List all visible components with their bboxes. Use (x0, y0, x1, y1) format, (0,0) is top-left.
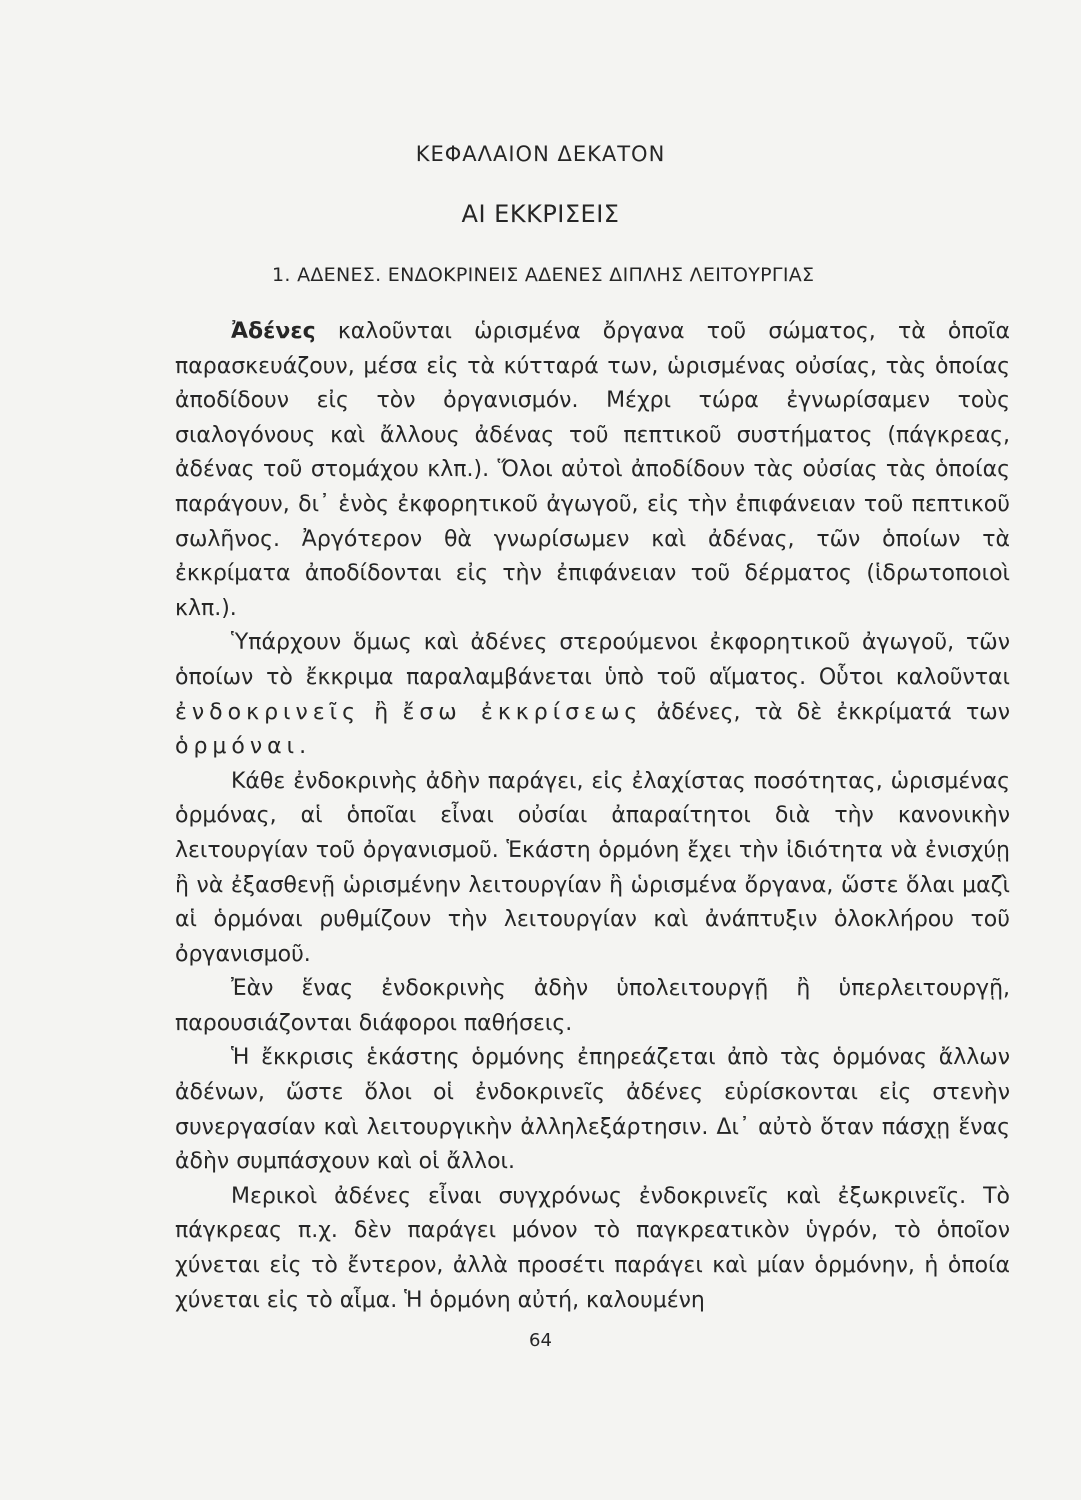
spaced-term-eso-ekkriseos: ἔσω ἐκκρίσεως (402, 699, 643, 725)
subheading: 1. ΑΔΕΝΕΣ. ΕΝΔΟΚΡΙΝΕΙΣ ΑΔΕΝΕΣ ΔΙΠΛΗΣ ΛΕΙΤΟΥΡΓΙΑΣ (272, 264, 815, 286)
paragraph-4: Ἐὰν ἕνας ἐνδοκρινὴς ἀδὴν ὑπολειτουργῇ ἢ ὑπερλειτουργῇ, παρουσιάζονται διάφοροι παθήσεις. (175, 976, 1010, 1036)
defined-term-adenes: Ἀδένες (231, 319, 316, 344)
paragraph-3: Κάθε ἐνδοκρινὴς ἀδὴν παράγει, εἰς ἐλαχίστας ποσότητας, ὡρισμένας ὁρμόνας, αἱ ὁποῖαι εἶναι οὐσίαι ἀπαραίτητοι διὰ τὴν κανονικὴν λειτουργίαν τοῦ ὀργανισμοῦ. Ἑκάστη ὁρμόνη ἔχει τὴν ἰδιότητα νὰ ἐνισχύῃ ἢ νὰ ἐξασθενῇ ὡρισμένην λειτουργίαν ἢ ὡρισμένα ὄργανα, ὥστε ὅλαι μαζὶ αἱ ὁρμόναι ρυθμίζουν τὴν λειτουργίαν καὶ ἀνάπτυξιν ὁλοκλήρου τοῦ ὀργανισμοῦ. (175, 768, 1010, 967)
paragraph-1 (175, 315, 1010, 626)
body-text (175, 315, 1010, 1318)
section-heading: ΑΙ ΕΚΚΡΙΣΕΙΣ (461, 200, 620, 228)
page-number: 64 (529, 1330, 552, 1351)
paragraph-2-text-b: ἢ (360, 699, 403, 725)
paragraph-1-text: καλοῦνται ὡρισμένα ὄργανα τοῦ σώματος, τὰ ὁποῖα παρασκευάζουν, μέσα εἰς τὰ κύτταρά των, ὡρισμένας οὐσίας, τὰς ὁποίας ἀποδίδουν εἰς τὸν ὀργανισμόν. Μέχρι τώρα ἐγνωρίσαμεν τοὺς σιαλογόνους καὶ ἄλλους ἀδένας τοῦ πεπτικοῦ συστήματος (πάγκρεας, ἀδένας τοῦ στομάχου κλπ.). Ὅλοι αὐτοὶ ἀποδίδουν τὰς οὐσίας τὰς ὁποίας παράγουν, δι᾽ ἑνὸς ἐκφορητικοῦ ἀγωγοῦ, εἰς τὴν ἐπιφάνειαν τοῦ πεπτικοῦ σωλῆνος. Ἀργότερον θὰ γνωρίσωμεν καὶ ἀδένας, τῶν ὁποίων τὰ ἐκκρίματα ἀποδίδονται εἰς τὴν ἐπιφάνειαν τοῦ δέρματος (ἱδρωτοποιοὶ κλπ.). (175, 319, 1010, 621)
spaced-term-ormonai: ὁρμόναι (175, 734, 300, 760)
paragraph-2 (175, 626, 1010, 764)
spaced-term-endokrineis: ἐνδοκρινεῖς (175, 699, 361, 725)
chapter-title: ΚΕΦΑΛΑΙΟΝ ΔΕΚΑΤΟΝ (415, 142, 666, 166)
paragraph-2-text-a: Ὑπάρχουν ὅμως καὶ ἀδένες στερούμενοι ἐκφορητικοῦ ἀγωγοῦ, τῶν ὁποίων τὸ ἔκκριμα παραλαμβάνεται ὑπὸ τοῦ αἵματος. Οὗτοι καλοῦνται (175, 630, 1010, 690)
paragraph-2-text-c: ἀδένες, τὰ δὲ ἐκκρίματά των (642, 699, 1010, 725)
paragraph-5: Ἡ ἔκκρισις ἑκάστης ὁρμόνης ἐπηρεάζεται ἀπὸ τὰς ὁρμόνας ἄλλων ἀδένων, ὥστε ὅλοι οἱ ἐνδοκρινεῖς ἀδένες εὑρίσκονται εἰς στενὴν συνεργασίαν καὶ λειτουργικὴν ἀλληλεξάρτησιν. Δι᾽ αὐτὸ ὅταν πάσχῃ ἕνας ἀδὴν συμπάσχουν καὶ οἱ ἄλλοι. (175, 1045, 1010, 1175)
paragraph-6: Μερικοὶ ἀδένες εἶναι συγχρόνως ἐνδοκρινεῖς καὶ ἐξωκρινεῖς. Τὸ πάγκρεας π.χ. δὲν παράγει μόνον τὸ παγκρεατικὸν ὑγρόν, τὸ ὁποῖον χύνεται εἰς τὸ ἔντερον, ἀλλὰ προσέτι παράγει καὶ μίαν ὁρμόνην, ἡ ὁποία χύνεται εἰς τὸ αἷμα. Ἡ ὁρμόνη αὐτή, καλουμένη (175, 1183, 1010, 1313)
paragraph-2-text-d: . (299, 734, 307, 760)
